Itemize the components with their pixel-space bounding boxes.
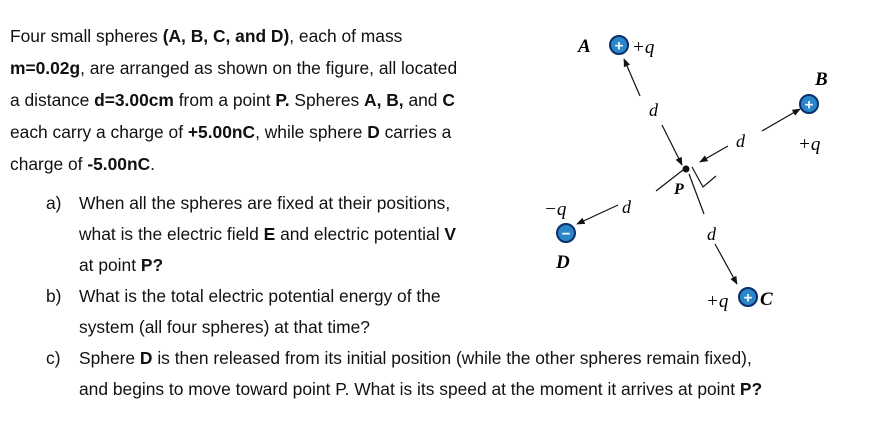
intro-line-3: a distance d=3.00cm from a point P. Spheres A, B, and C [10,90,455,110]
sphere-a [577,36,655,58]
point-p-label: P [674,181,684,198]
question-a-line-1: When all the spheres are fixed at their positions, [79,193,451,213]
plus-icon: + [804,96,814,114]
question-b-line-1: What is the total electric potential energy of the [79,286,441,306]
sphere-b-name: B [815,69,828,90]
question-c-line-2: and begins to move toward point P. What is its speed at the moment it arrives at point P? [79,379,763,399]
intro-line-4: each carry a charge of +5.00nC, while sphere D carries a [10,122,452,142]
intro-line-2: m=0.02g, are arranged as shown on the figure, all located [10,58,458,78]
intro-line-1: Four small spheres (A, B, C, and D), each of mass [10,26,403,46]
question-b-label: b) [46,286,62,306]
intro-line-5: charge of -5.00nC. [10,154,156,174]
sphere-d-charge: −q [544,199,567,220]
question-c-label: c) [46,348,61,368]
sphere-d-name: D [556,252,570,273]
sphere-c [706,288,773,312]
plus-icon: + [743,289,753,307]
sphere-c-charge: +q [706,291,729,312]
sphere-a-name: A [578,36,591,57]
sphere-d [544,199,575,273]
sphere-b-charge: +q [798,134,821,155]
question-a-label: a) [46,193,62,213]
distance-label-b: d [736,131,745,151]
question-a-line-2: what is the electric field E and electric potential V [79,224,457,244]
point-p-dot [683,166,690,173]
minus-icon: − [561,225,571,243]
plus-icon: + [614,37,624,55]
question-b-line-2: system (all four spheres) at that time? [79,317,370,337]
distance-label-d: d [622,197,631,217]
question-a-line-3: at point P? [79,255,164,275]
sphere-c-name: C [760,289,773,310]
sphere-a-charge: +q [632,37,655,58]
distance-label-c: d [707,224,716,244]
question-c-line-1: Sphere D is then released from its initial position (while the other spheres remain fixed), [79,348,752,368]
distance-label-a: d [649,100,658,120]
distance-line-pb [700,109,800,162]
sphere-b [798,69,828,155]
right-angle-marker [692,167,716,187]
